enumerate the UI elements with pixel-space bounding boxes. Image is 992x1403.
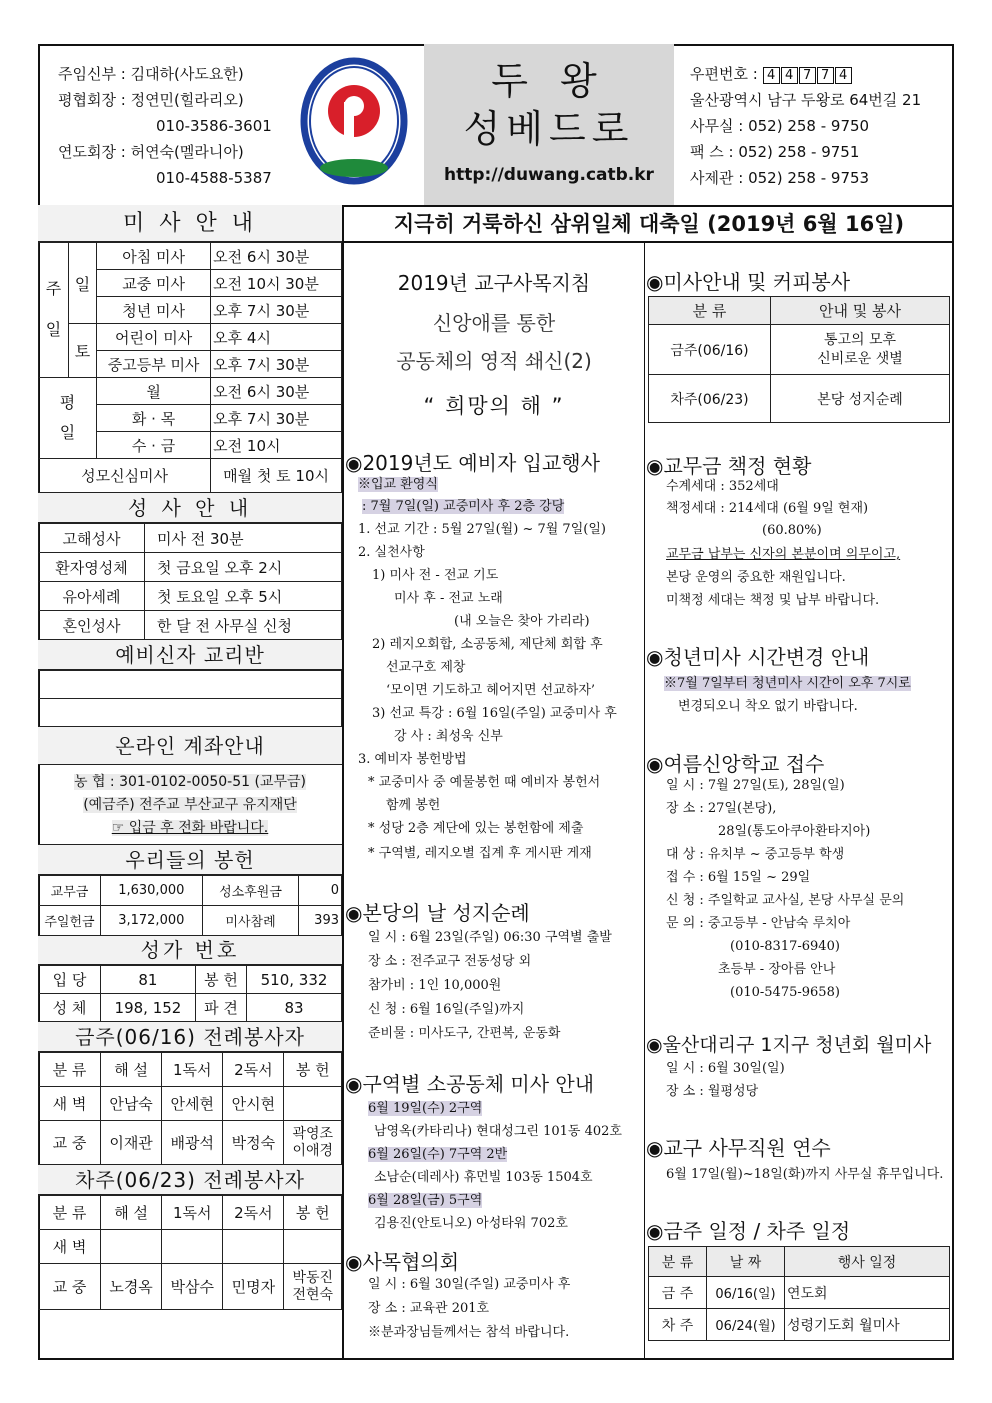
catechumen-section-title: 예비신자 교리반 <box>38 640 342 670</box>
mass-name: 월 <box>97 378 211 405</box>
pilgrimage-line: 참가비 : 1인 10,000원 <box>368 978 502 993</box>
schedule-title: ◉금주 일정 / 차주 일정 <box>646 1219 851 1243</box>
event-line: 3. 예비자 봉헌방법 <box>358 752 467 767</box>
servers-category: 교 중 <box>39 1264 101 1310</box>
server-name: 배광석 <box>162 1121 223 1165</box>
event-line: 1) 미사 전 - 전교 기도 <box>372 568 499 583</box>
office-label: 사무실 : <box>690 117 744 135</box>
council-line: 장 소 : 교육관 201호 <box>368 1301 490 1316</box>
pilgrimage-title: ◉본당의 날 성지순례 <box>345 901 530 925</box>
mass-name: 청년 미사 <box>97 297 211 324</box>
council-line: ※분과장님들께서는 참석 바랍니다. <box>368 1325 570 1340</box>
summer-line: (010-5475-9658) <box>730 985 840 1000</box>
event-line: 함께 봉헌 <box>386 798 441 813</box>
summer-line: 대 상 : 유치부 ~ 중고등부 학생 <box>666 847 845 862</box>
staff-training-line: 6월 17일(월)~18일(화)까지 사무실 휴무입니다. <box>666 1167 944 1182</box>
schedule-event: 연도회 <box>785 1277 950 1309</box>
event-line: 미사 후 - 전교 노래 <box>394 591 503 606</box>
event-line: 2. 실천사항 <box>358 545 425 560</box>
server-name <box>223 1230 284 1264</box>
schedule-table <box>648 1246 950 1341</box>
pastor-label: 주임신부 : <box>58 65 126 83</box>
mass-time: 오후 7시 30분 <box>211 297 342 324</box>
pilgrimage-line: 신 청 : 6월 16일(주일)까지 <box>368 1002 525 1017</box>
district-host: 김용진(안토니오) 아성타워 702호 <box>374 1216 568 1231</box>
rectory-phone: 052) 258 - 9753 <box>748 169 870 187</box>
tithe-title: ◉교무금 책정 현황 <box>646 454 812 478</box>
servers-next-week-table <box>38 1195 342 1310</box>
event-line: ‘모이면 기도하고 헤어지면 선교하자’ <box>386 683 596 698</box>
account-holder: (예금주) 전주교 부산교구 유지재단 <box>83 797 297 813</box>
mass-name: 교중 미사 <box>97 270 211 297</box>
hymn-number: 198, 152 <box>101 994 196 1022</box>
offering-label: 성소후원금 <box>202 876 299 906</box>
schedule-header: 행사 일정 <box>785 1247 950 1277</box>
summer-school-title: ◉여름신앙학교 접수 <box>646 752 825 776</box>
mass-table <box>38 242 342 493</box>
server-name: 곽영조 이애경 <box>284 1121 342 1165</box>
hymn-label: 파 견 <box>195 994 246 1022</box>
mass-time: 오전 10시 30분 <box>211 270 342 297</box>
fax-phone: 052) 258 - 9751 <box>738 143 860 161</box>
address: 울산광역시 남구 두왕로 64번길 21 <box>690 91 922 109</box>
summer-line: 장 소 : 27일(본당), <box>666 801 777 816</box>
schedule-date: 06/16(일) <box>707 1277 785 1309</box>
coffee-table <box>648 296 950 423</box>
council-line: 일 시 : 6월 30일(주일) 교중미사 후 <box>368 1277 571 1292</box>
server-name: 안남숙 <box>101 1087 162 1121</box>
hymn-label: 성 체 <box>39 994 101 1022</box>
schedule-week: 차 주 <box>649 1309 707 1341</box>
council-name: 정연민(힐라리오) <box>130 91 244 109</box>
sacrament-value: 첫 금요일 오후 2시 <box>145 553 342 582</box>
summer-line: 문 의 : 중고등부 - 안남숙 루치아 <box>666 916 851 931</box>
pastor-name: 김대하(사도요한) <box>130 65 244 83</box>
event-line: (내 오늘은 찾아 가리라) <box>454 614 590 629</box>
hymn-label: 봉 헌 <box>195 966 246 994</box>
offering-value: 0 <box>299 876 342 906</box>
office-phone: 052) 258 - 9750 <box>748 117 870 135</box>
event-line: 1. 선교 기간 : 5월 27일(월) ~ 7월 7일(일) <box>358 522 606 537</box>
catechumen-table <box>38 670 342 727</box>
schedule-header: 분 류 <box>649 1247 707 1277</box>
coffee-group: 통고의 모후 신비로운 샛별 <box>771 325 950 375</box>
server-name <box>284 1087 342 1121</box>
sacrament-value: 미사 전 30분 <box>145 524 342 553</box>
sunday-sub-label: 일 <box>69 243 97 324</box>
mass-name: 화 · 목 <box>97 405 211 432</box>
offering-label: 미사참례 <box>202 906 299 936</box>
ulsan-line: 장 소 : 월평성당 <box>666 1084 759 1099</box>
coffee-group: 본당 성지순례 <box>771 375 950 423</box>
offering-value: 3,172,000 <box>101 906 203 936</box>
summer-line: 일 시 : 7월 27일(토), 28일(일) <box>666 778 845 793</box>
staff-training-title: ◉교구 사무직원 연수 <box>646 1136 831 1160</box>
coffee-week: 금주(06/16) <box>649 325 771 375</box>
hymn-number: 83 <box>247 994 342 1022</box>
servers-header: 해 설 <box>101 1053 162 1087</box>
servers-header: 분 류 <box>39 1196 101 1230</box>
ulsan-line: 일 시 : 6월 30일(일) <box>666 1061 785 1076</box>
summer-line: 28일(통도아쿠아환타지아) <box>718 824 871 839</box>
yeondo-label: 연도회장 : <box>58 143 126 161</box>
servers-header: 봉 헌 <box>284 1196 342 1230</box>
tithe-line: 본당 운영의 중요한 재원입니다. <box>666 570 846 585</box>
yeondo-name: 허연숙(멜라니아) <box>130 143 244 161</box>
offering-label: 교무금 <box>39 876 101 906</box>
servers-header: 2독서 <box>223 1196 284 1230</box>
postal-digit: 4 <box>763 67 780 84</box>
pilgrimage-line: 준비물 : 미사도구, 간편복, 운동화 <box>368 1026 561 1041</box>
server-name: 안시현 <box>223 1087 284 1121</box>
column-divider <box>644 243 645 1360</box>
servers-category: 새 벽 <box>39 1230 101 1264</box>
saturday-label: 토 <box>69 324 97 378</box>
coffee-week: 차주(06/23) <box>649 375 771 423</box>
sacrament-value: 첫 토요일 오후 5시 <box>145 582 342 611</box>
sacrament-section-title: 성 사 안 내 <box>38 493 342 523</box>
servers-header: 2독서 <box>223 1053 284 1087</box>
summer-line: 신 청 : 주일학교 교사실, 본당 사무실 문의 <box>666 893 905 908</box>
server-name <box>162 1230 223 1264</box>
ulsan-youth-title: ◉울산대리구 1지구 청년회 월미사 <box>646 1034 932 1056</box>
coffee-header: 분 류 <box>649 297 771 325</box>
parish-name-bottom: 성베드로 <box>463 107 635 151</box>
coffee-header: 안내 및 봉사 <box>771 297 950 325</box>
postal-label: 우편번호 : <box>690 65 758 83</box>
tithe-line: 교무금 납부는 신자의 본분이며 의무이고, <box>666 547 901 562</box>
tithe-line: 책정세대 : 214세대 (6월 9일 현재) <box>666 501 869 516</box>
mass-name: 수 · 금 <box>97 432 211 459</box>
marian-mass-name: 성모신심미사 <box>39 459 211 493</box>
servers-header: 해 설 <box>101 1196 162 1230</box>
servers-header: 1독서 <box>162 1053 223 1087</box>
server-name: 박동진 전현숙 <box>284 1264 342 1310</box>
weekday-label: 평 일 <box>39 378 97 459</box>
account-note: ☞ 입금 후 전화 바랍니다. <box>111 820 269 836</box>
servers-header: 분 류 <box>39 1053 101 1087</box>
offering-section-title: 우리들의 봉헌 <box>38 845 342 875</box>
marian-mass-time: 매월 첫 토 10시 <box>211 459 342 493</box>
postal-digit: 4 <box>781 67 798 84</box>
server-name: 박정숙 <box>223 1121 284 1165</box>
offering-label: 주일헌금 <box>39 906 101 936</box>
summer-line: 접 수 : 6월 15일 ~ 29일 <box>666 870 811 885</box>
parish-name-top: 두 왕 <box>491 59 607 103</box>
parish-logo <box>298 56 410 186</box>
district-date: 6월 26일(수) 7구역 2반 <box>368 1147 508 1162</box>
sacrament-name: 고해성사 <box>39 524 145 553</box>
guideline-line: 2019년 교구사목지침 <box>397 271 591 295</box>
account-number: 농 협 : 301-0102-0050-51 (교무금) <box>73 774 306 790</box>
district-date: 6월 28일(금) 5구역 <box>368 1193 483 1208</box>
mass-name: 아침 미사 <box>97 243 211 270</box>
offering-table <box>38 875 342 936</box>
district-mass-title: ◉구역별 소공동체 미사 안내 <box>345 1072 595 1096</box>
left-column <box>38 205 344 1360</box>
sacrament-name: 혼인성사 <box>39 611 145 640</box>
server-name: 박삼수 <box>162 1264 223 1310</box>
postal-digit: 4 <box>835 67 852 84</box>
schedule-week: 금 주 <box>649 1277 707 1309</box>
offering-value: 1,630,000 <box>101 876 203 906</box>
mass-time: 오후 7시 30분 <box>211 405 342 432</box>
event-note: : 7월 7일(일) 교중미사 후 2층 강당 <box>362 499 565 514</box>
hymn-number: 81 <box>101 966 196 994</box>
servers-header: 1독서 <box>162 1196 223 1230</box>
district-host: 남영옥(카타리나) 현대성그린 101동 402호 <box>374 1124 622 1139</box>
guideline-motto: “ 희망의 해 ” <box>423 394 565 418</box>
catechumen-event-title: ◉2019년도 예비자 입교행사 <box>345 451 600 475</box>
yeondo-phone: 010-4588-5387 <box>156 169 272 187</box>
account-info <box>38 765 342 845</box>
event-line: * 구역별, 레지오별 집계 후 게시판 게재 <box>368 846 592 861</box>
event-line: * 성당 2층 계단에 있는 봉헌함에 제출 <box>368 821 584 836</box>
sacrament-name: 유아세례 <box>39 582 145 611</box>
title-block <box>424 44 674 205</box>
website-link[interactable]: http://duwang.catb.kr <box>444 165 654 185</box>
server-name <box>101 1230 162 1264</box>
mass-name: 중고등부 미사 <box>97 351 211 378</box>
account-section-title: 온라인 계좌안내 <box>38 727 342 765</box>
youth-mass-notice: ※7월 7일부터 청년미사 시간이 오후 7시로 <box>664 676 911 691</box>
servers-next-week-title: 차주(06/23) 전례봉사자 <box>38 1165 342 1195</box>
event-line: 2) 레지오회합, 소공동체, 제단체 회합 후 <box>372 637 603 652</box>
server-name: 이재관 <box>101 1121 162 1165</box>
council-title: ◉사목협의회 <box>345 1250 460 1274</box>
youth-mass-notice: 변경되오니 착오 없기 바랍니다. <box>678 699 858 714</box>
postal-code <box>763 65 853 83</box>
mass-section-title: 미 사 안 내 <box>38 205 342 242</box>
tithe-line: 수계세대 : 352세대 <box>666 479 779 494</box>
servers-this-week-table <box>38 1052 342 1165</box>
sunday-label: 주 일 <box>39 243 69 378</box>
sacrament-table <box>38 523 342 640</box>
event-line: 선교구호 제창 <box>386 660 466 675</box>
district-host: 소남순(데레사) 휴먼빌 103동 1504호 <box>374 1170 593 1185</box>
hymn-number: 510, 332 <box>247 966 342 994</box>
feast-banner: 지극히 거룩하신 삼위일체 대축일 (2019년 6월 16일) <box>344 205 954 243</box>
event-line: * 교중미사 중 예물봉헌 때 예비자 봉헌서 <box>368 775 601 790</box>
hymn-section-title: 성가 번호 <box>38 936 342 965</box>
server-name: 민명자 <box>223 1264 284 1310</box>
guideline-line: 신앙애를 통한 <box>432 311 556 335</box>
sacrament-name: 환자영성체 <box>39 553 145 582</box>
council-phone: 010-3586-3601 <box>156 117 272 135</box>
server-name <box>284 1230 342 1264</box>
mass-name: 어린이 미사 <box>97 324 211 351</box>
rectory-label: 사제관 : <box>690 169 744 187</box>
servers-category: 새 벽 <box>39 1087 101 1121</box>
mass-time: 오전 10시 <box>211 432 342 459</box>
schedule-event: 성령기도회 월미사 <box>785 1309 950 1341</box>
mass-time: 오후 4시 <box>211 324 342 351</box>
servers-header: 봉 헌 <box>284 1053 342 1087</box>
fax-label: 팩 스 : <box>690 143 734 161</box>
servers-category: 교 중 <box>39 1121 101 1165</box>
tithe-line: (60.80%) <box>762 523 822 538</box>
tithe-line: 미책정 세대는 책정 및 납부 바랍니다. <box>666 593 880 608</box>
hymn-table <box>38 965 342 1022</box>
event-line: 3) 선교 특강 : 6월 16일(주일) 교중미사 후 <box>372 706 617 721</box>
schedule-date: 06/24(월) <box>707 1309 785 1341</box>
summer-line: 초등부 - 장아름 안나 <box>718 962 836 977</box>
hymn-label: 입 당 <box>39 966 101 994</box>
mass-time: 오후 7시 30분 <box>211 351 342 378</box>
offering-value: 393 <box>299 906 342 936</box>
server-name: 안세현 <box>162 1087 223 1121</box>
event-line: 강 사 : 최성욱 신부 <box>394 729 503 744</box>
summer-line: (010-8317-6940) <box>730 939 840 954</box>
postal-digit: 7 <box>799 67 816 84</box>
mass-time: 오전 6시 30분 <box>211 243 342 270</box>
server-name: 노경옥 <box>101 1264 162 1310</box>
district-date: 6월 19일(수) 2구역 <box>368 1101 483 1116</box>
pilgrimage-line: 장 소 : 전주교구 전동성당 외 <box>368 954 532 969</box>
postal-digit: 7 <box>817 67 834 84</box>
sacrament-value: 한 달 전 사무실 신청 <box>145 611 342 640</box>
mass-time: 오전 6시 30분 <box>211 378 342 405</box>
youth-mass-title: ◉청년미사 시간변경 안내 <box>646 645 870 669</box>
pilgrimage-line: 일 시 : 6월 23일(주일) 06:30 구역별 출발 <box>368 930 612 945</box>
event-note: ※입교 환영식 <box>358 477 438 492</box>
coffee-title: ◉미사안내 및 커피봉사 <box>646 270 851 294</box>
council-label: 평협회장 : <box>58 91 126 109</box>
guideline-line: 공동체의 영적 쇄신(2) <box>396 349 592 373</box>
schedule-header: 날 짜 <box>707 1247 785 1277</box>
servers-this-week-title: 금주(06/16) 전례봉사자 <box>38 1022 342 1052</box>
